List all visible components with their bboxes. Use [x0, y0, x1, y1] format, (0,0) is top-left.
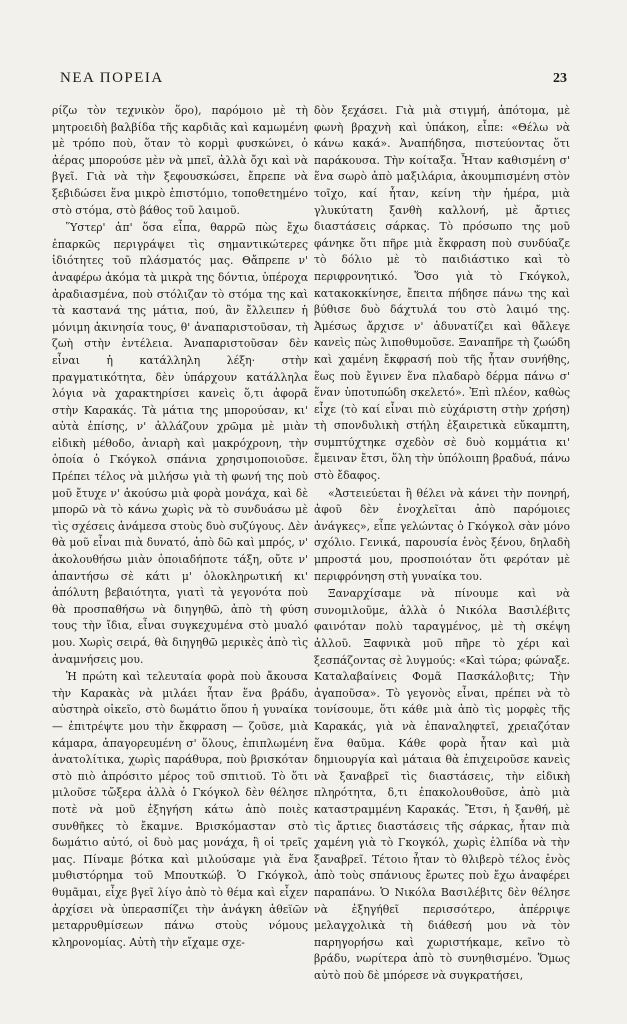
paragraph: δὸν ξεχάσει. Γιὰ μιὰ στιγμή, ἀπότομα, μὲ φωνὴ βραχνὴ καὶ ὑπάκοη, εἶπε: «Θέλω νὰ κάνω κακά». Ἀναπήδησα, πιστεύοντας ὅτι παράκουσα. Τὴν κοίταξα. Ἦταν καθισμένη σ' ἕνα σωρὸ ἀπὸ μαξιλάρια, ἀκουμπισμένη στὸν τοῖχο, καί ἦταν, κείνη τὴν ἡμέρα, μιὰ γλυκύτατη ξανθὴ καλλονή, μὲ ἄρτιες διαστάσεις σάρκας. Τὸ πρόσωπο της μοῦ φάνηκε ὅτι πῆρε μιὰ ἔκφραση ποὺ συνδύαζε τὸ δόλιο μὲ τὸ παιδιάστικο καὶ τὸ περιφρονητικό. Ὅσο γιὰ τὸ Γκόγκολ, κατακοκκίνησε, ἔπειτα πήδησε πάνω της καὶ βύθισε δυὸ δάχτυλά του στὸ λαιμό της. Ἀμέσως ἄρχισε ν' ἀδυνατίζει καὶ θἄλεγε κανεὶς πὼς λιποθυμοῦσε. Ξαναπῆρε τὴ ζωώδη καὶ χαμένη ἔκφρασή ποὺ τῆς ἦταν συνήθης, ἕως ποὺ ἔγινεν ἕνα πλαδαρὸ δέρμα πάνω σ' ἕναν ὑποτυπώδη σκελετό». Ἐπὶ πλέον, καθὼς εἶχε (τὸ καί εἶναι πιὸ εὐχάριστη στὴν χρήση) τὴ σπονδυλικὴ στήλη ἐξαιρετικὰ εὔκαμπτη, συμπτύχτηκε σχεδὸν σὲ δυὸ κομμάτια κι' ἔμειναν ἔτσι, ὅλη τὴν ὑπόλοιπη βραδυά, πάνω στὸ ἔδαφος.: [314, 104, 570, 483]
paragraph: Ὕστερ' ἀπ' ὅσα εἶπα, θαρρῶ πὼς ἔχω ἐπαρκῶς περιγράψει τὶς σημαντικώτερες ἰδιότητες τοῦ πλάσματός μας. Θἄπρεπε ν' ἀναφέρω ἀκόμα τὰ μικρὰ της δόντια, ὑπέροχα ἀραδιασμένα, ποὺ στόλιζαν τὸ στόμα της καὶ τὰ καστανά της μάτια, πού, ἂν ἔλλειπεν ἡ μόνιμη ἀκινησία τους, θ' ἀναπαριστοῦσαν, τὴ ζωὴ στὴν ἐντέλεια. Ἀναπαριστοῦσαν δὲν εἶναι ἡ κατάλληλη λέξη· στὴν πραγματικότητα, δὲν ὑπάρχουν κατάλληλα λόγια νὰ χαρακτηρίσει κανεὶς ὅ,τι ἀφορᾶ στὴν Καρακάς. Τὰ μάτια της μπορούσαν, κι' αὐτὰ ἐπίσης, ν' ἀλλάζουν χρῶμα μὲ μιὰν εἰδικὴ μέθοδο, ἀνιαρὴ καὶ μακρόχρονη, τὴν ὁποία ὁ Γκόγκολ σπάνια χρησιμοποιοῦσε. Πρέπει τέλος νὰ μιλήσω γιὰ τὴ φωνή της ποὺ μοῦ ἔτυχε ν' ἀκούσω μιὰ φορὰ μονάχα, καὶ δὲ μπορῶ νὰ τὸ κάνω χωρὶς νὰ τὸ συνδυάσω μὲ τὶς σχέσεις ἀνάμεσα στοὺς δυὸ συζύγους. Δὲν θὰ μοῦ εἶναι πιὰ δυνατό, ἀπὸ δῶ καὶ μπρός, ν' ἀκολουθήσω μιὰν ὁποιαδήποτε τάξη, οὔτε ν' ἀπαντήσω σὲ κάτι μ' ὁλοκληρωτική κι' ἀπόλυτη βεβαιότητα, γιατὶ τὰ γεγονότα ποὺ θὰ προσπαθήσω νὰ διηγηθῶ, ἀπὸ τὴ φύση τους τὴν ἴδια, εἶναι συγκεχυμένα στὸ μυαλό μου. Χωρὶς σειρά, θὰ διηγηθῶ μερικὲς ἀπὸ τὶς ἀναμνήσεις μου.: [52, 221, 308, 666]
right-column: [314, 103, 570, 984]
paragraph: Ξαναρχίσαμε νὰ πίνουμε καὶ νὰ συνομιλοῦμε, ἀλλὰ ὁ Νικόλα Βασιλέβιτς φαινόταν πολὺ ταραγμένος, μὲ τὴ σκέψη ἀλλοῦ. Ξαφνικὰ μοῦ πῆρε τὸ χέρι καὶ ξεσπάζοντας σὲ λυγμούς: «Καὶ τώρα; φώναξε. Καταλαβαίνεις Φομᾶ Πασκάλοβιτς; Τὴν ἀγαποῦσα». Τὸ γεγονὸς εἶναι, πρέπει νὰ τὸ τονίσουμε, ὅτι κάθε μιὰ ἀπὸ τὶς μορφὲς τῆς Καρακάς, γιὰ νὰ ἐπαναληφτεῖ, χρειαζόταν ἕνα θαῦμα. Κάθε φορὰ ἦταν καὶ μιὰ δημιουργία καὶ μάταια θὰ ἐπιχειροῦσε κανεὶς νὰ ξαναβρεῖ τὶς διαστάσεις, τὴν εἰδικὴ πληρότητα, δ,τι ἐπακολουθοῦσε, ἀπὸ μιὰ καταστραμμένη Καρακάς. Ἔτσι, ἡ ξανθή, μὲ τὶς ἄρτιες διαστάσεις τῆς σάρκας, ἦταν πιὰ χαμένη γιὰ τὸ Γκογκόλ, χωρὶς ἐλπίδα νὰ τὴν ξαναβρεῖ. Τέτοιο ἦταν τὸ θλιβερὸ τέλος ἑνὸς ἀπὸ τοὺς σπάνιους ἔρωτες ποὺ ἔχω ἀναφέρει παραπάνω. Ὁ Νικόλα Βασιλέβιτς δὲν θέλησε νὰ ἐξηγήθεῖ περισσότερο, ἀπέρριψε μελαγχολικὰ τὴ διάθεσή μου νὰ τὸν παρηγορήσω καὶ χωριστήκαμε, κεῖνο τὸ βράδυ, νωρίτερα ἀπὸ τὸ συνηθισμένο. Ὅμως αὐτὸ ποὺ δὲ μπόρεσε νὰ συγκρατήσει,: [314, 587, 570, 982]
running-head: [60, 70, 567, 88]
paragraph: «Ἀστειεύεται ἢ θέλει νὰ κάνει τὴν πονηρή, ἀφοῦ δὲν ἐνοχλεῖται ἀπὸ παρόμοιες ἀνάγκες», εἶπε γελώντας ὁ Γκόγκολ σὰν μόνο σχόλιο. Γενικά, παρουσία ἑνὸς ξένου, δηλαδὴ μπροστά μου, προσποιόταν ὅτι φερόταν μὲ περιφρόνηση στὴ γυναίκα του.: [314, 486, 570, 583]
left-column: [52, 103, 308, 951]
page-number: 23: [553, 71, 567, 86]
paragraph: Ἡ πρώτη καὶ τελευταία φορὰ ποὺ ἄκουσα τὴν Καρακὰς νὰ μιλάει ἦταν ἕνα βράδυ, αὐστηρὰ οἰκεῖο, στὸ δωμάτιο ὅπου ἡ γυναίκα — ἐπιτρέψτε μου τὴν ἔκφραση — ζοῦσε, μιὰ κάμαρα, ἀπαγορευμένη σ' ὅλους, ἐπιπλωμένη ἀνατολίτικα, χωρὶς παράθυρα, ποὺ βρισκόταν στὸ πιὸ ἀπρόσιτο μέρος τοῦ σπιτιοῦ. Τὸ ὅτι μιλοῦσε τὤξερα ἀλλὰ ὁ Γκόγκολ δὲν θέλησε ποτὲ νὰ μοῦ ἐξηγήση κάτω ἀπὸ ποιὲς συνθῆκες τὸ ἔκαμνε. Βρισκόμασταν στὸ δωμάτιο αὐτό, οἱ δυὸ μας μονάχα, ἢ οἱ τρεῖς μας. Πίναμε βότκα καὶ μιλούσαμε γιὰ ἕνα μυθιστόρημα τοῦ Μπουτκώβ. Ὁ Γκόγκολ, θυμᾶμαι, εἶχε βγεῖ λίγο ἀπὸ τὸ θέμα καὶ εἶχεν ἀρχίσει νὰ ὑπερασπίζει τὴν ἀνάγκη ἀθεϊῶν μεταρρυθμίσεων πάνω στοὺς νόμους κληρονομίας. Αὐτὴ τὴν εἴχαμε σχε-: [52, 670, 308, 949]
journal-title: ΝΕΑ ΠΟΡΕΙΑ: [60, 70, 164, 86]
paragraph: ρίζω τὸν τεχνικὸν ὅρο), παρόμοιο μὲ τὴ μητροειδὴ βαλβίδα τῆς καρδιᾶς καὶ καμωμένη μὲ τρόπο ποὺ, ὅταν τὸ κορμὶ φυσκώνει, ὁ ἀέρας μπορούσε μὲν νὰ μπεῖ, ἀλλὰ ὄχι καὶ νὰ βγεῖ. Γιὰ νὰ τὴν ξεφουσκώσει, ἔπρεπε νὰ ξεβιδώσει ἕνα μικρὸ ἐπιστόμιο, τοποθετημένο στὸ στόμα, στὸ βάθος τοῦ λαιμοῦ.: [52, 104, 308, 217]
